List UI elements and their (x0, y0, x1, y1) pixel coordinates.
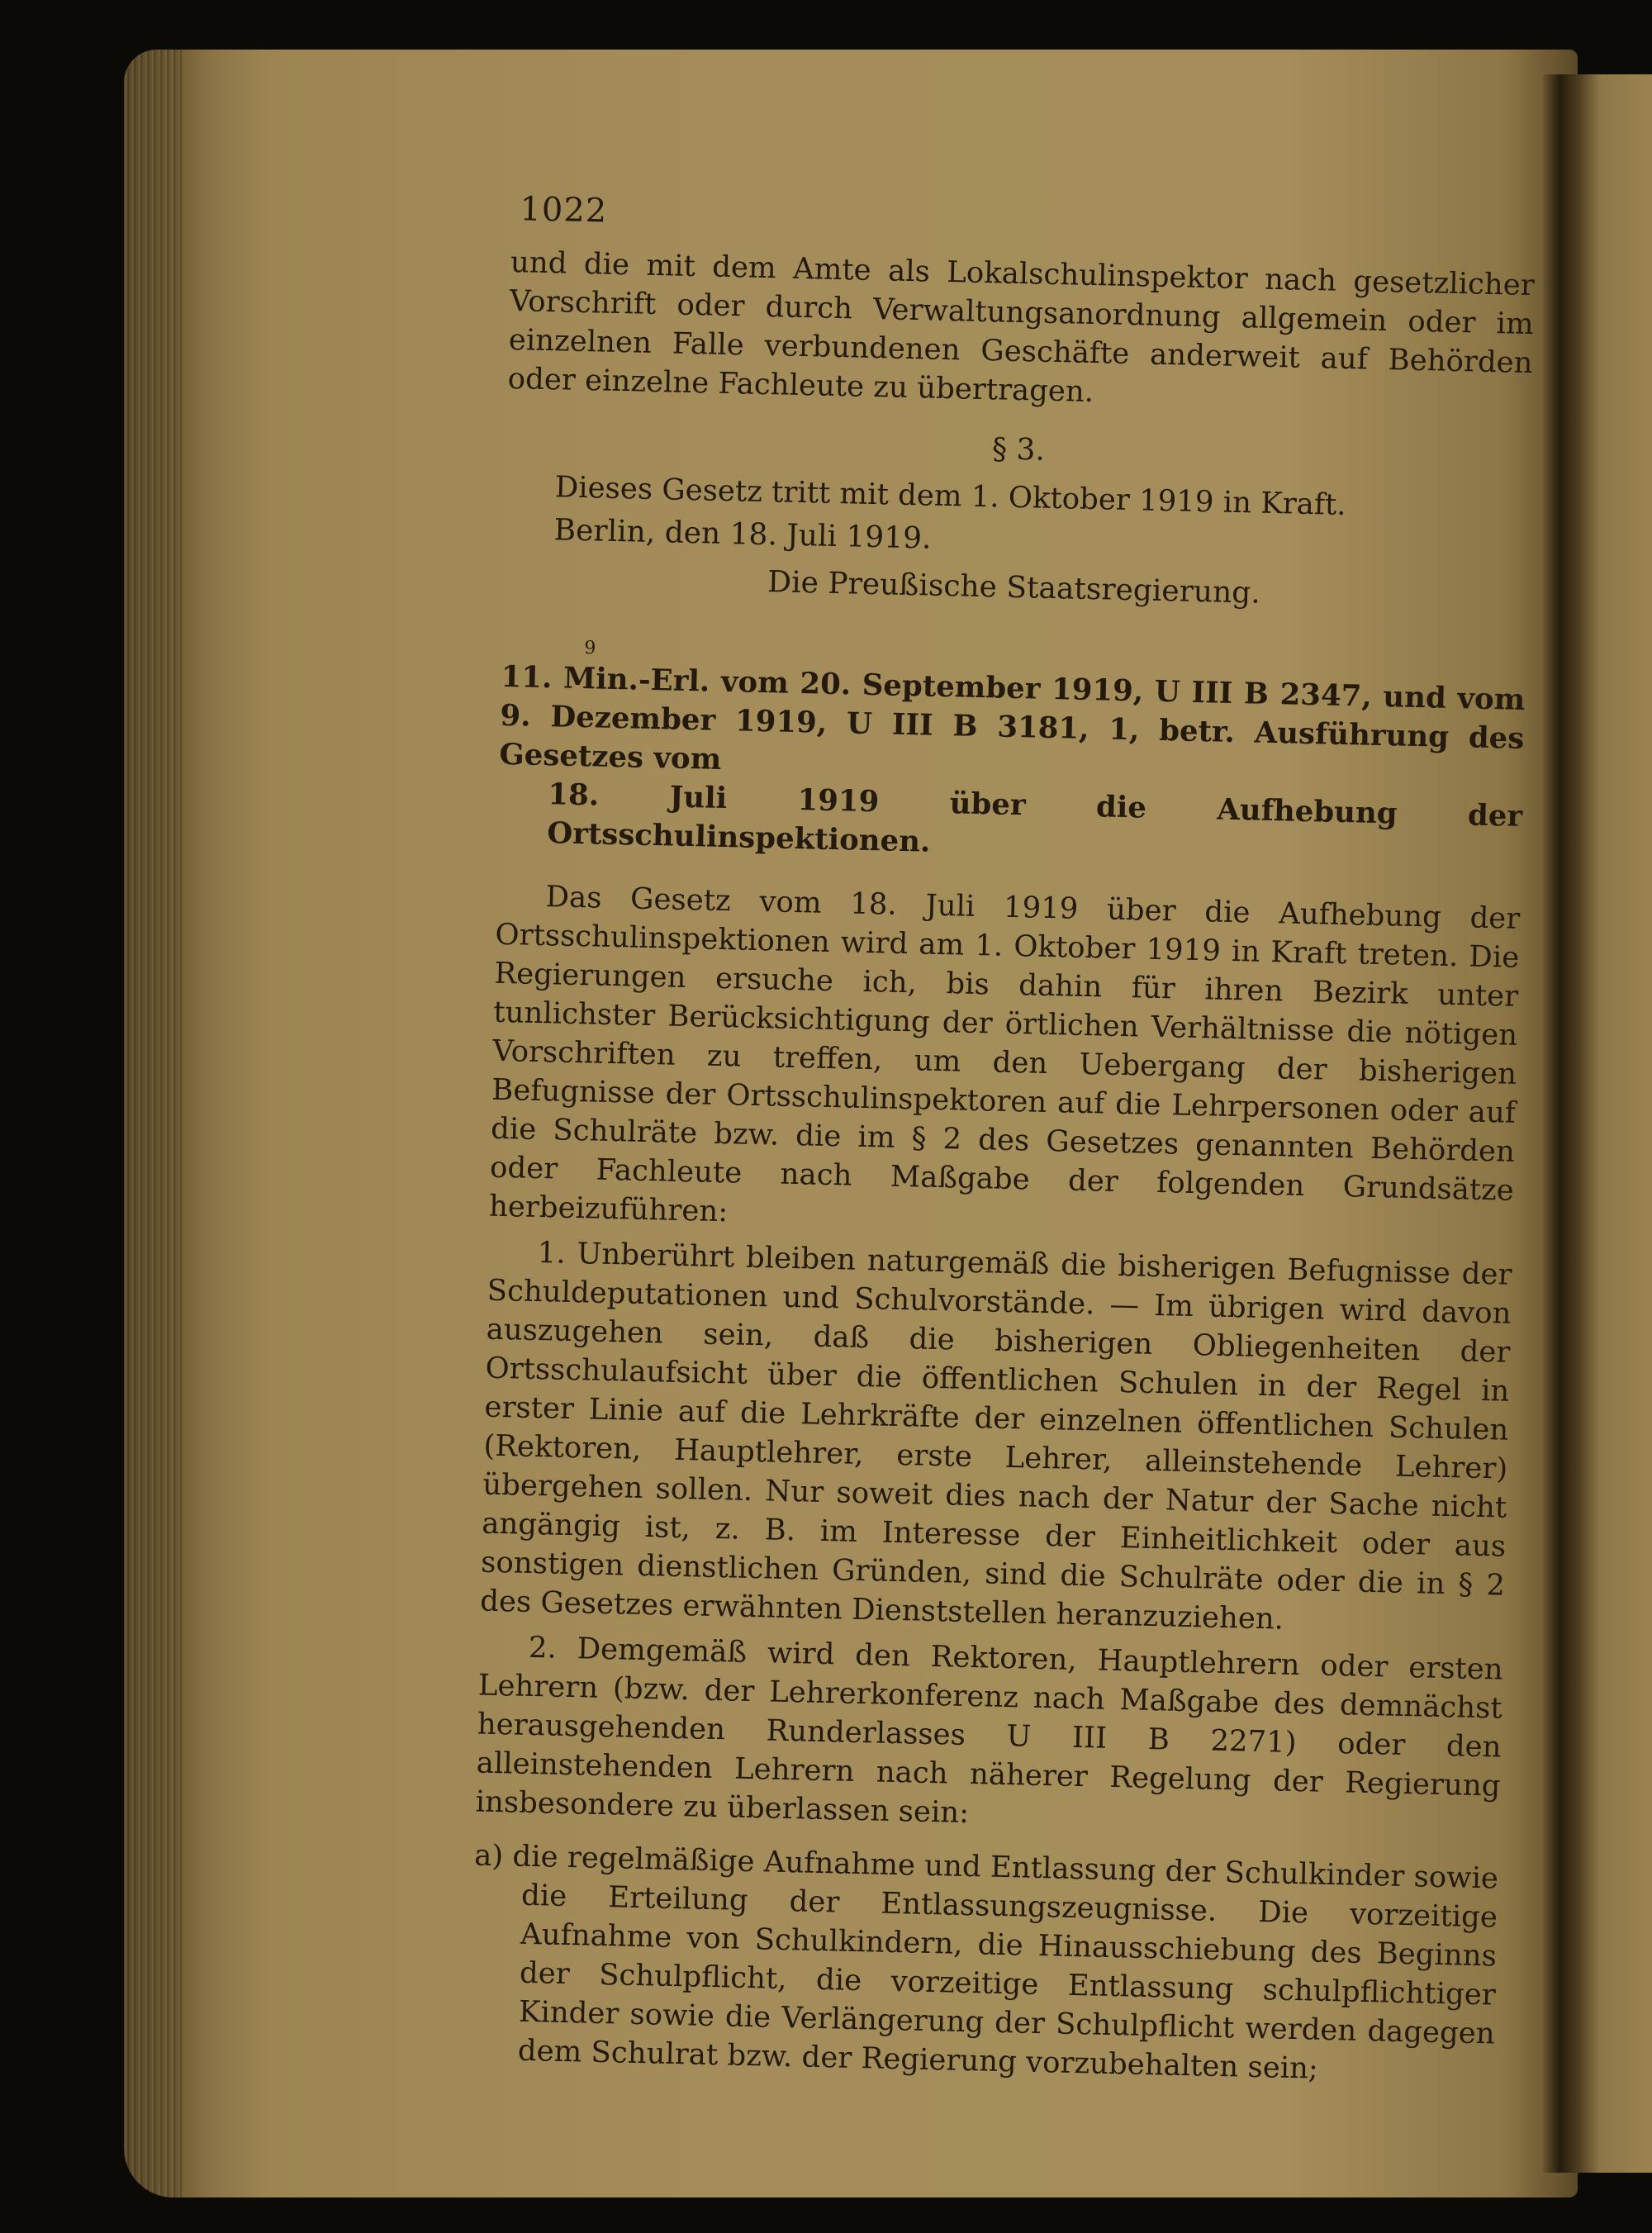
list-item-2a: a) die regelmäßige Aufnahme und Entlassung der Schulkinder sowie die Erteilung der Entlassungszeugnisse. Die vorzeitige Aufnahme von Schulkindern, die Hinausschiebung des Beginns der Schulpflicht, die vorzeitige Entlassung schulpflichtiger Kinder sowie die Verlängerung der Schulpflicht werden dagegen dem Schulrat bzw. der Regierung vorzubehalten sein; (473, 1838, 1499, 2086)
decree-heading (497, 658, 1526, 875)
page-text-block (469, 190, 1536, 2093)
place-date-line: Berlin, den 18. Juli 1919. (553, 513, 932, 556)
decree-heading-line-2: 18. Juli 1919 über die Aufhebung der Ortsschulinspektionen. (546, 777, 1523, 859)
page-number: 1022 (519, 190, 608, 230)
paragraph-opening: und die mit dem Amte als Lokalschulinspektor nach gesetzlicher Vorschrift oder durch Verwaltungsanordnung allgemein oder im einzelnen Falle verbundenen Geschäfte anderweit auf Behörden oder einzelne Fachleute zu übertragen. (507, 245, 1536, 410)
list-item-2: 2. Demgemäß wird den Rektoren, Hauptlehrern oder ersten Lehrern (bzw. der Lehrerkonferenz nach Maßgabe des demnächst herausgehenden Runderlasses U III B 2271) oder den alleinstehenden Lehrern nach näherer Regelung der Regierung insbesondere zu überlassen sein: (475, 1630, 1504, 1831)
government-signature: Die Preußische Staatsregierung. (767, 565, 1261, 611)
paragraph-effective-date: Dieses Gesetz tritt mit dem 1. Oktober 1919 in Kraft. (554, 470, 1347, 522)
paragraph-law-implementation: Das Gesetz vom 18. Juli 1919 über die Aufhebung der Ortsschulinspektionen wird am 1. Oktober 1919 in Kraft treten. Die Regierungen ersuche ich, bis dahin für ihren Bezirk unter tunlichster Berücksichtigung der örtlichen Verhältnisse die nötigen Vorschriften zu treffen, um den Uebergang der bisherigen Befugnisse der Ortsschulinspektoren auf die Lehrpersonen oder auf die Schulräte bzw. die im § 2 des Gesetzes genannten Behörden oder Fachleute nach Maßgabe der folgenden Grundsätze herbeizuführen: (488, 880, 1521, 1229)
facing-page-edge (1578, 74, 1652, 2173)
book-gutter (1543, 74, 1578, 2173)
list-item-1: 1. Unberührt bleiben naturgemäß die bisherigen Befugnisse der Schuldeputationen und Schulvorstände. — Im übrigen wird davon auszugehen sein, daß die bisherigen Obliegenheiten der Ortsschulaufsicht über die öffentlichen Schulen in der Regel in erster Linie auf die Lehrkräfte der einzelnen öffentlichen Schulen (Rektoren, Hauptlehrer, erste Lehrer, alleinstehende Lehrer) übergehen sollen. Nur soweit dies nach der Natur der Sache nicht angängig ist, z. B. im Interesse der Einheitlichkeit oder aus sonstigen dienstlichen Gründen, sind die Schulräte oder die in § 2 des Gesetzes erwähnten Dienststellen heranzuziehen. (479, 1236, 1512, 1637)
decree-heading-line-1: 11. Min.-Erl. vom 20. September 1919, U III B 2347, und vom 9. Dezember 1919, U III B 3181, 1, betr. Ausführung des Gesetzes vom (499, 659, 1526, 777)
margin-mark: 9 (584, 638, 596, 659)
section-heading: § 3. (991, 432, 1046, 468)
